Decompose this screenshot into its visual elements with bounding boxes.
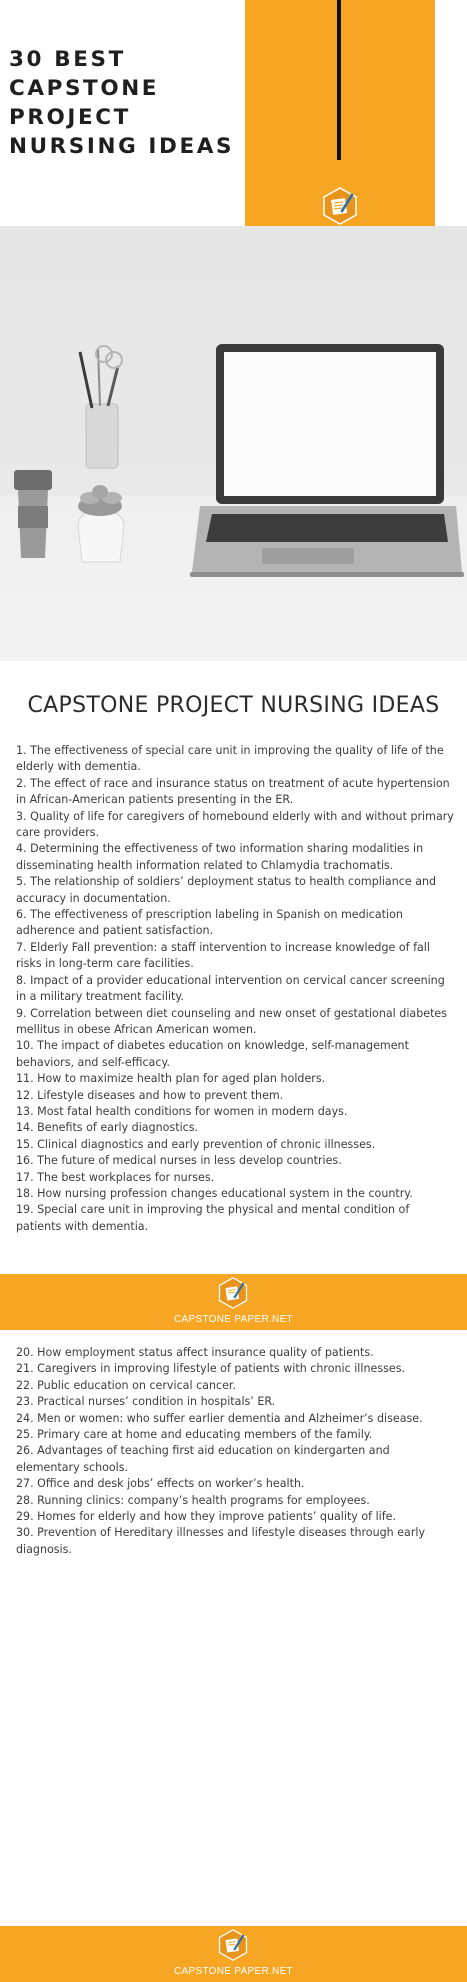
list-item: 29. Homes for elderly and how they improve patients’ quality of life. bbox=[16, 1510, 397, 1524]
list-item: 14. Benefits of early diagnostics. bbox=[16, 1121, 199, 1135]
list-item: 20. How employment status affect insurance quality of patients. bbox=[16, 1346, 374, 1359]
list-item: 7. Elderly Fall prevention: a staff intervention to increase knowledge of fall risks in long-term care facilities. bbox=[16, 940, 430, 971]
coffee-cup-icon bbox=[14, 470, 52, 558]
list-item: 24. Men or women: who suffer earlier dementia and Alzheimer’s disease. bbox=[16, 1411, 423, 1425]
list-item: 11. How to maximize health plan for aged plan holders. bbox=[16, 1072, 326, 1086]
ideas-list-part-2 bbox=[16, 1345, 454, 1558]
hero-title-line: PROJECT bbox=[9, 105, 131, 130]
list-item: 8. Impact of a provider educational intervention on cervical cancer screening in a military treatment facility. bbox=[16, 973, 445, 1004]
list-item: 1. The effectiveness of special care unit in improving the quality of life of the elderly with dementia. bbox=[16, 744, 444, 774]
desk-laptop-illustration bbox=[0, 226, 467, 661]
list-item: 10. The impact of diabetes education on knowledge, self-management behaviors, and self-efficacy. bbox=[16, 1039, 409, 1069]
list-item: 17. The best workplaces for nurses. bbox=[16, 1170, 215, 1184]
list-item: 15. Clinical diagnostics and early prevention of chronic illnesses. bbox=[16, 1137, 376, 1151]
list-item: 6. The effectiveness of prescription labeling in Spanish on medication adherence and patient satisfaction. bbox=[16, 908, 403, 938]
brand-name: CAPSTONE PAPER.NET bbox=[174, 1314, 293, 1325]
list-item: 28. Running clinics: company’s health programs for employees. bbox=[16, 1493, 370, 1507]
hero-title bbox=[9, 45, 244, 161]
ideas-list-part-1 bbox=[16, 743, 454, 1235]
list-item: 19. Special care unit in improving the physical and mental condition of patients with dementia. bbox=[16, 1203, 410, 1233]
list-item: 22. Public education on cervical cancer. bbox=[16, 1378, 237, 1392]
list-item: 9. Correlation between diet counseling and new onset of gestational diabetes mellitus in obese African American women. bbox=[16, 1006, 448, 1036]
laptop-icon bbox=[190, 344, 464, 577]
hexagon-document-pen-icon bbox=[217, 1277, 249, 1309]
desk-photo bbox=[0, 226, 467, 661]
hexagon-document-pen-icon bbox=[217, 1929, 249, 1961]
list-item: 2. The effect of race and insurance status on treatment of acute hypertension in African-American patients presenting in the ER. bbox=[16, 776, 450, 807]
list-item: 16. The future of medical nurses in less develop countries. bbox=[16, 1154, 342, 1168]
hero-title-line: NURSING IDEAS bbox=[9, 134, 235, 159]
list-item: 5. The relationship of soldiers’ deployment status to health compliance and accuracy in documentation. bbox=[16, 875, 437, 905]
footer-brand-band bbox=[0, 1926, 467, 1982]
article-title: CAPSTONE PROJECT NURSING IDEAS bbox=[27, 693, 440, 718]
list-item: 4. Determining the effectiveness of two information sharing modalities in disseminating health information related to Chlamydia trachomatis. bbox=[16, 842, 424, 872]
list-item: 23. Practical nurses’ condition in hospitals’ ER. bbox=[16, 1395, 276, 1409]
hero-title-line: 30 BEST bbox=[9, 47, 126, 72]
hexagon-document-pen-icon bbox=[321, 187, 359, 225]
list-item: 27. Office and desk jobs’ effects on worker’s health. bbox=[16, 1477, 305, 1491]
hero-title-line: CAPSTONE bbox=[9, 76, 160, 101]
list-item: 12. Lifestyle diseases and how to prevent them. bbox=[16, 1088, 284, 1102]
pen-jar-icon bbox=[80, 346, 122, 468]
brand-name: CAPSTONE PAPER.NET bbox=[174, 1966, 293, 1977]
list-item: 30. Prevention of Hereditary illnesses and lifestyle diseases through early diagnosis. bbox=[16, 1526, 426, 1556]
list-item: 13. Most fatal health conditions for women in modern days. bbox=[16, 1104, 348, 1118]
list-item: 21. Caregivers in improving lifestyle of patients with chronic illnesses. bbox=[16, 1362, 406, 1376]
plant-pot-icon bbox=[78, 485, 124, 562]
decorative-vertical-line bbox=[337, 0, 341, 160]
list-item: 25. Primary care at home and educating members of the family. bbox=[16, 1428, 373, 1442]
list-item: 26. Advantages of teaching first aid education on kindergarten and elementary schools. bbox=[16, 1444, 390, 1474]
middle-brand-band bbox=[0, 1274, 467, 1330]
list-item: 3. Quality of life for caregivers of homebound elderly with and without primary care providers. bbox=[16, 809, 454, 840]
list-item: 18. How nursing profession changes educational system in the country. bbox=[16, 1186, 413, 1200]
